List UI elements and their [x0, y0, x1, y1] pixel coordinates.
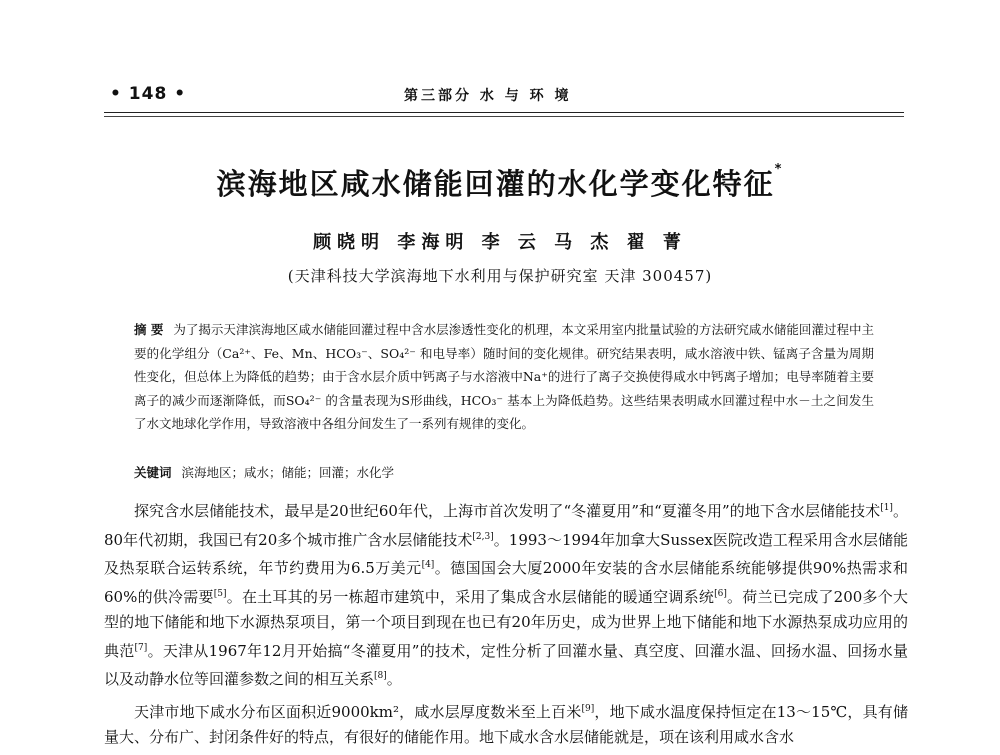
- body-p2-seg0: 天津市地下咸水分布区面积近9000km²，咸水层厚度数米至上百米: [134, 702, 582, 721]
- abstract-text: 为了揭示天津滨海地区咸水储能回灌过程中含水层渗透性变化的机理，本文采用室内批量试验的方法研究咸水储能回灌过程中主要的化学组分（Ca²⁺、Fe、Mn、HCO₃⁻、SO₄²⁻ 和电导率）随时间的变化规律。研究结果表明，咸水溶液中铁、锰离子含量为周期性变化，但总体上为降低的趋势；由于含水层介质中钙离子与水溶液中Na⁺的进行了离子交换使得咸水中钙离子增加；电导率随着主要离子的减少而逐渐降低，而SO₄²⁻ 的含量表现为S形曲线，HCO₃⁻ 基本上为降低趋势。这些结果表明咸水回灌过程中水－土之间发生了水文地球化学作用，导致溶液中各组分间发生了一系列有规律的变化。: [134, 322, 874, 431]
- header-rule: [104, 112, 904, 113]
- body-p1-seg12: 。天津从1967年12月开始搞“冬灌夏用”的技术，定性分析了回灌水量、真空度、回灌水温、回扬水温、回扬水量以及动静水位等回灌参数之间的相互关系: [104, 641, 908, 688]
- body-text: [104, 496, 908, 755]
- body-p1-seg14: 。: [386, 670, 402, 688]
- body-p1-seg0: 探究含水层储能技术，最早是20世纪60年代，上海市首次发明了“冬灌夏用”和“夏灌冬用”的地下含水层储能技术: [134, 502, 881, 520]
- body-p1-seg8: 。在土耳其的另一栋超市建筑中，采用了集成含水层储能的暖通空调系统: [226, 587, 715, 606]
- citation-ref[interactable]: [7]: [134, 642, 148, 653]
- article-authors: 顾晓明 李海明 李 云 马 杰 翟 菁: [313, 232, 687, 253]
- citation-ref[interactable]: [6]: [714, 588, 727, 599]
- body-p1-seg10: 。荷兰已完成了200多个大型的地下储能和地下水源热泵项目，第一个项目到现在也已有20年历史，成为世界上地下储能和地下水源热泵成功应用的典范: [104, 587, 908, 660]
- citation-ref[interactable]: [4]: [421, 560, 435, 570]
- citation-ref[interactable]: [8]: [374, 671, 387, 681]
- citation-ref[interactable]: [2,3]: [472, 531, 494, 542]
- page-number: • 148 •: [110, 84, 187, 104]
- running-header: [104, 84, 904, 106]
- body-p1-seg4: 。1993～1994年加拿大Sussex医院改造工程采用含水层储能及热泵联合运转系统，年节约费用为6.5万美元: [104, 530, 908, 577]
- header-rule-thin: [104, 116, 904, 117]
- title-footnote-mark: *: [774, 162, 784, 177]
- body-p1-seg6: 。德国国会大厦2000年安装的含水层储能系统能够提供90%热需求和60%的供冷需要: [104, 559, 908, 606]
- keywords-text: 滨海地区；咸水；储能；回灌；水化学: [181, 465, 395, 480]
- body-paragraph-1: [104, 496, 908, 693]
- citation-ref[interactable]: [5]: [213, 588, 227, 599]
- body-p2-seg2: ，地下咸水温度保持恒定在13～15℃，具有储量大、分布广、封闭条件好的特点，有很好的储能作用。地下咸水含水层储能就是，项在该利用咸水含水: [104, 702, 908, 746]
- citation-ref[interactable]: [1]: [880, 503, 893, 513]
- keywords: [134, 463, 874, 483]
- keywords-label: 关键词: [134, 465, 172, 480]
- body-p1-seg2: 。80年代初期，我国已有20多个城市推广含水层储能技术: [104, 502, 908, 549]
- citation-ref[interactable]: [9]: [581, 703, 595, 714]
- article-title: [0, 162, 1000, 203]
- body-paragraph-2: [104, 697, 908, 751]
- abstract-label: 摘 要: [134, 322, 164, 337]
- section-title: 第三部分 水 与 环 境: [404, 88, 572, 104]
- article-title-text: 滨海地区咸水储能回灌的水化学变化特征: [216, 167, 775, 201]
- abstract: [134, 318, 874, 436]
- article-affiliation: (天津科技大学滨海地下水利用与保护研究室 天津 300457): [287, 267, 713, 285]
